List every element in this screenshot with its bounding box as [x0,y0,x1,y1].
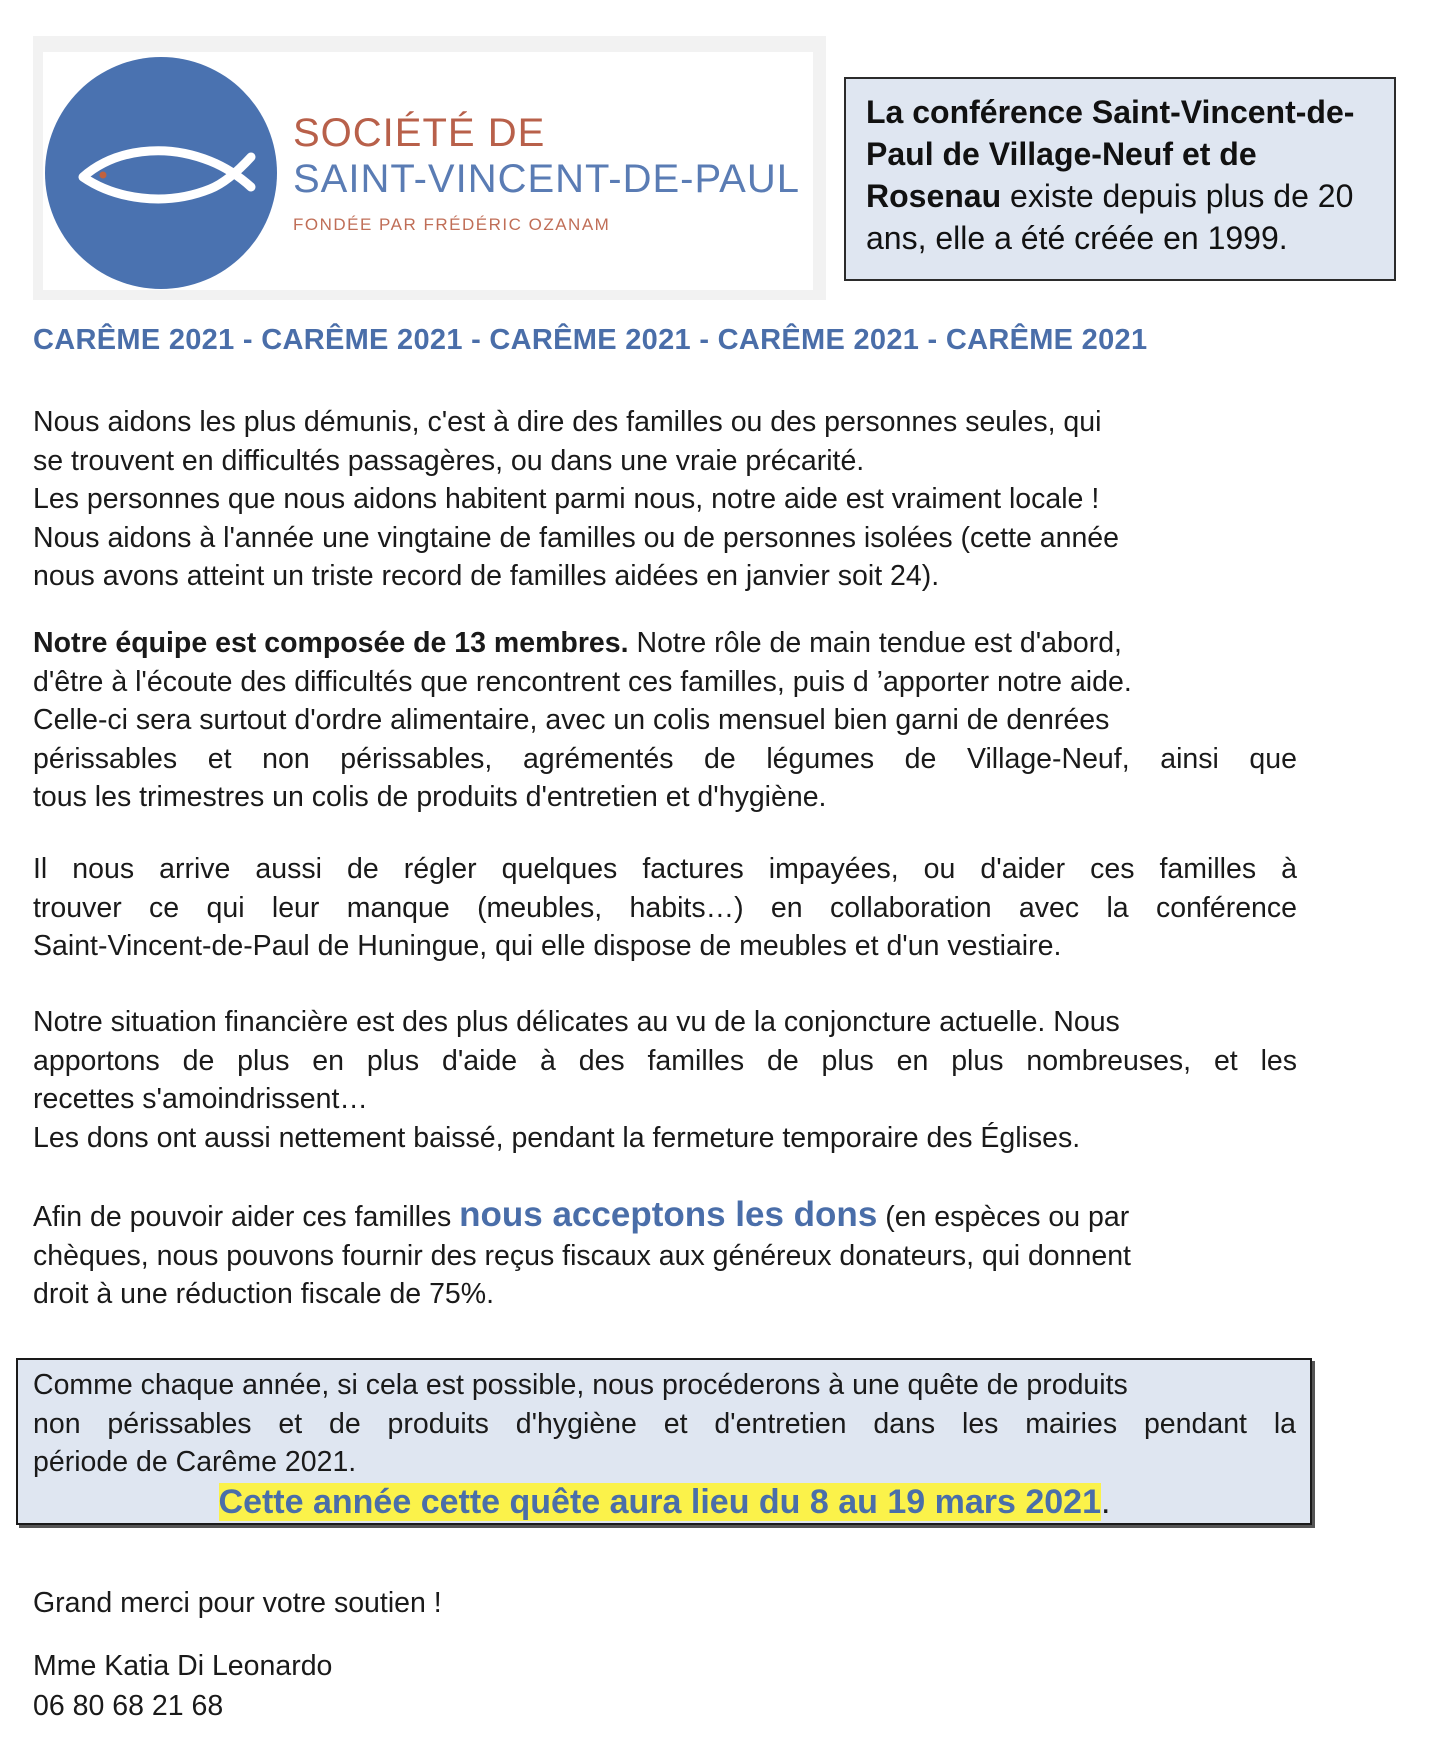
period: . [1101,1482,1111,1521]
info-box [844,77,1396,281]
thanks-line: Grand merci pour votre soutien ! [33,1587,442,1619]
paragraph-text: Notre rôle de main tendue est d'abord, [628,627,1122,659]
paragraph-line: Notre situation financière est des plus délicates au vu de la conjoncture actuelle. Nous [33,1006,1120,1038]
paragraph-4 [33,1003,1297,1157]
logo-line-1: SOCIÉTÉ DE [293,111,546,155]
paragraph-line [33,1196,1297,1237]
logo-frame [33,36,826,300]
paragraph-line: non périssables et de produits d'hygiène et d'entretien dans les mairies pendant la [33,1407,1296,1440]
donations-highlight: nous acceptons les dons [459,1195,878,1234]
paragraph-line: Saint-Vincent-de-Paul de Huningue, qui elle dispose de meubles et d'un vestiaire. [33,930,1062,962]
paragraph-line [33,624,1297,663]
fish-icon [45,57,277,289]
paragraph-line: apportons de plus en plus d'aide à des familles de plus en plus nombreuses, et les [33,1044,1297,1077]
paragraph-line: tous les trimestres un colis de produits d'entretien et d'hygiène. [33,781,827,813]
logo [43,52,813,290]
collection-notice-box [16,1358,1312,1525]
contact-name: Mme Katia Di Leonardo [33,1650,333,1682]
page-heading: CARÊME 2021 - CARÊME 2021 - CARÊME 2021 - CARÊME 2021 - CARÊME 2021 [33,324,1148,356]
logo-text [293,110,800,236]
paragraph-line: chèques, nous pouvons fournir des reçus fiscaux aux généreux donateurs, qui donnent [33,1239,1131,1272]
paragraph-line: périssables et non périssables, agrémentés de légumes de Village-Neuf, ainsi que [33,742,1297,775]
paragraph-line: Comme chaque année, si cela est possible, nous procéderons à une quête de produits [33,1369,1128,1401]
paragraph-line: Il nous arrive aussi de régler quelques factures impayées, ou d'aider ces familles à [33,853,1297,885]
paragraph-line: Nous aidons les plus démunis, c'est à dire des familles ou des personnes seules, qui [33,406,1102,438]
collection-date-line [33,1480,1296,1524]
contact-phone: 06 80 68 21 68 [33,1690,224,1722]
paragraph-line: recettes s'amoindrissent… [33,1083,368,1115]
paragraph-5 [33,1196,1297,1314]
paragraph-3 [33,850,1297,966]
paragraph-text: Afin de pouvoir aider ces familles [33,1201,460,1233]
paragraph-line: Les dons ont aussi nettement baissé, pendant la fermeture temporaire des Églises. [33,1121,1081,1154]
paragraph-1 [33,403,1297,596]
paragraph-line: se trouvent en difficultés passagères, ou dans une vraie précarité. [33,444,865,477]
paragraph-line: période de Carême 2021. [33,1446,357,1478]
logo-tagline: FONDÉE PAR FRÉDÉRIC OZANAM [293,215,611,234]
paragraph-line: trouver ce qui leur manque (meubles, habits…) en collaboration avec la conférence [33,891,1297,924]
paragraph-text: (en espèces ou par [877,1201,1130,1233]
team-size-text: Notre équipe est composée de 13 membres. [33,627,629,659]
info-box-text: existe depuis plus de 20 ans, elle a été créée en 1999. [866,178,1354,256]
logo-line-2: SAINT-VINCENT-DE-PAUL [293,157,800,201]
info-box-bold: La conférence Saint-Vincent-de-Paul de Village-Neuf et de Rosenau [866,94,1355,214]
logo-circle [45,57,277,289]
paragraph-line: droit à une réduction fiscale de 75%. [33,1278,495,1310]
paragraph-line: Nous aidons à l'année une vingtaine de familles ou de personnes isolées (cette année [33,521,1120,554]
paragraph-line: nous avons atteint un triste record de familles aidées en janvier soit 24). [33,560,940,592]
paragraph-2 [33,624,1297,817]
collection-date: Cette année cette quête aura lieu du 8 au 19 mars 2021 [218,1482,1102,1521]
notice-text [33,1366,1296,1482]
paragraph-line: Celle-ci sera surtout d'ordre alimentaire, avec un colis mensuel bien garni de denrées [33,704,1110,736]
paragraph-line: Les personnes que nous aidons habitent parmi nous, notre aide est vraiment locale ! [33,483,1100,515]
paragraph-line: d'être à l'écoute des difficultés que rencontrent ces familles, puis d ’apporter notre aide. [33,665,1132,698]
